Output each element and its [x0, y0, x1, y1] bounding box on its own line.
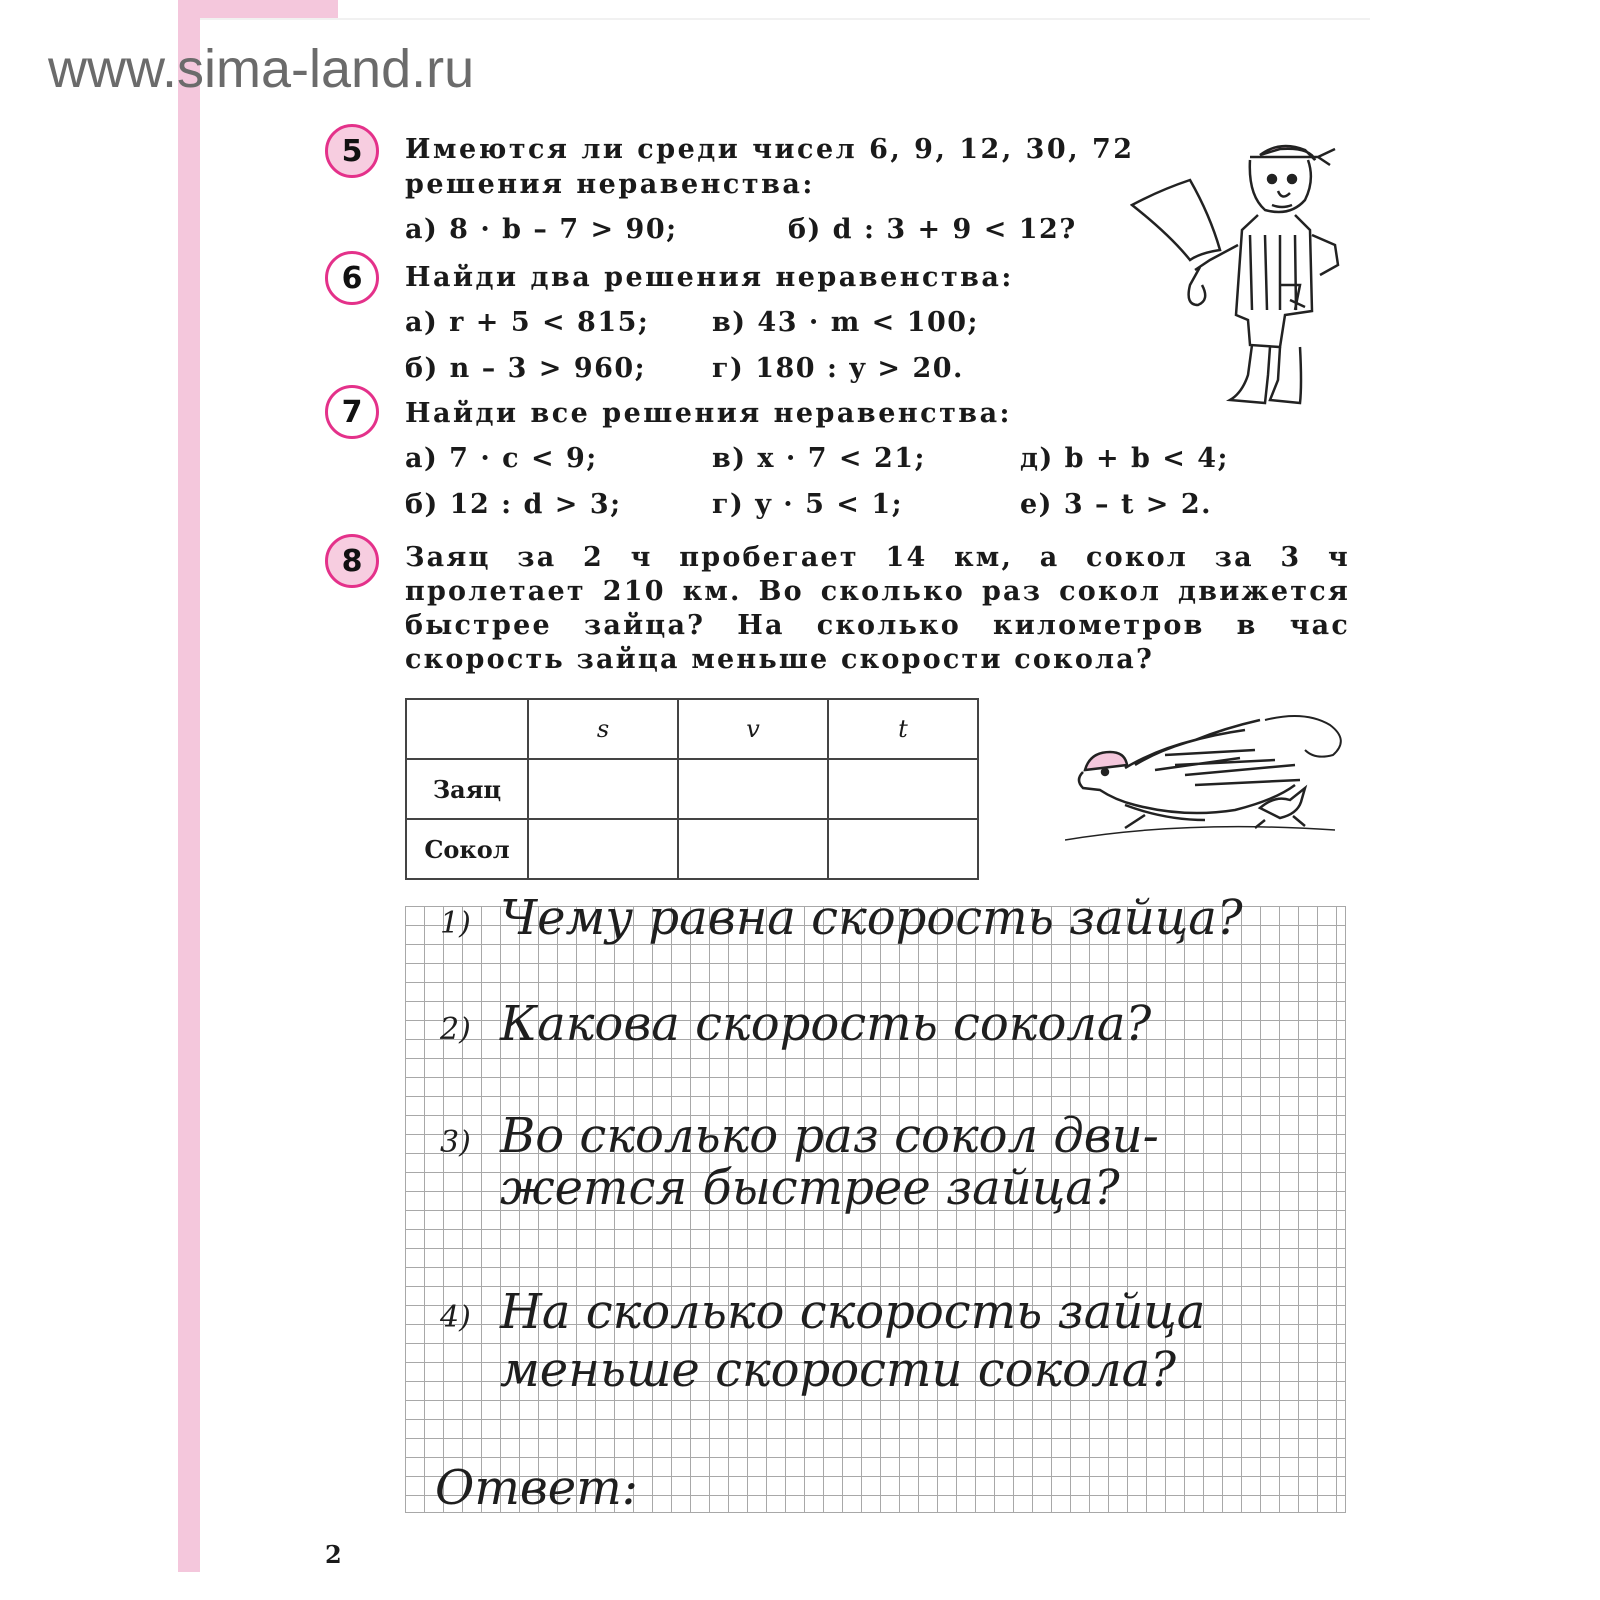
- task-7-v: в) x · 7 < 21;: [712, 443, 926, 474]
- task-7-g: г) y · 5 < 1;: [712, 489, 904, 520]
- table-cell[interactable]: [828, 759, 978, 819]
- task-7-d: д) b + b < 4;: [1020, 443, 1230, 474]
- question-4-line2: меньше скорости сокола?: [500, 1342, 1176, 1398]
- top-rule: [200, 18, 1370, 20]
- question-3-line2: жется быстрее зайца?: [500, 1160, 1120, 1216]
- page-pink-corner: [178, 0, 338, 18]
- task-6-a: а) r + 5 < 815;: [405, 307, 650, 338]
- watermark: www.sima-land.ru: [48, 39, 475, 99]
- task-5-a: а) 8 · b – 7 > 90;: [405, 214, 678, 245]
- task-7-title: Найди все решения неравенства:: [405, 398, 1013, 429]
- task-8-badge: 8: [325, 534, 379, 588]
- table-cell[interactable]: [528, 759, 678, 819]
- task-5-line1: Имеются ли среди чисел 6, 9, 12, 30, 72: [405, 134, 1135, 165]
- question-4-number: 4): [440, 1300, 471, 1335]
- table-cell[interactable]: [528, 819, 678, 879]
- task-8-text: Заяц за 2 ч пробегает 14 км, а сокол за 3 ч пролетает 210 км. Во сколько раз сокол движется быстрее зайца? На сколько километров в час скорость зайца меньше скорости сокола?: [405, 542, 1350, 675]
- table-header-s: s: [528, 699, 678, 759]
- task-6-title: Найди два решения неравенства:: [405, 262, 1014, 293]
- question-4-line1: На сколько скорость зайца: [500, 1284, 1206, 1340]
- table-cell[interactable]: [828, 819, 978, 879]
- table-cell[interactable]: [678, 759, 828, 819]
- task-5-b: б) d : 3 + 9 < 12?: [788, 214, 1077, 245]
- table-corner-cell: [406, 699, 528, 759]
- task-6-badge: 6: [325, 251, 379, 305]
- task-7-a: а) 7 · c < 9;: [405, 443, 598, 474]
- table-header-t: t: [828, 699, 978, 759]
- question-3-line1: Во сколько раз сокол дви-: [500, 1108, 1159, 1164]
- task-7-badge: 7: [325, 385, 379, 439]
- question-1-text: Чему равна скорость зайца?: [500, 890, 1243, 946]
- motion-table: [405, 698, 979, 880]
- task-5-badge: 5: [325, 124, 379, 178]
- task-6-g: г) 180 : y > 20.: [712, 353, 964, 384]
- task-7-b: б) 12 : d > 3;: [405, 489, 622, 520]
- task-7-e: е) 3 – t > 2.: [1020, 489, 1213, 520]
- task-6-v: в) 43 · m < 100;: [712, 307, 980, 338]
- question-2-number: 2): [440, 1012, 471, 1047]
- question-2-text: Какова скорость сокола?: [500, 996, 1152, 1052]
- table-header-v: v: [678, 699, 828, 759]
- page-pink-margin: [178, 0, 200, 1572]
- table-cell[interactable]: [678, 819, 828, 879]
- question-1-number: 1): [440, 906, 471, 941]
- page-number: 2: [325, 1540, 342, 1569]
- table-row-falcon: Сокол: [406, 819, 528, 879]
- pirate-illustration: [1130, 135, 1360, 415]
- answer-label: Ответ:: [435, 1460, 638, 1516]
- table-row-hare: Заяц: [406, 759, 528, 819]
- task-6-b: б) n – 3 > 960;: [405, 353, 647, 384]
- task-5-line2: решения неравенства:: [405, 169, 815, 200]
- falcon-illustration: [1065, 710, 1355, 850]
- question-3-number: 3): [440, 1125, 471, 1160]
